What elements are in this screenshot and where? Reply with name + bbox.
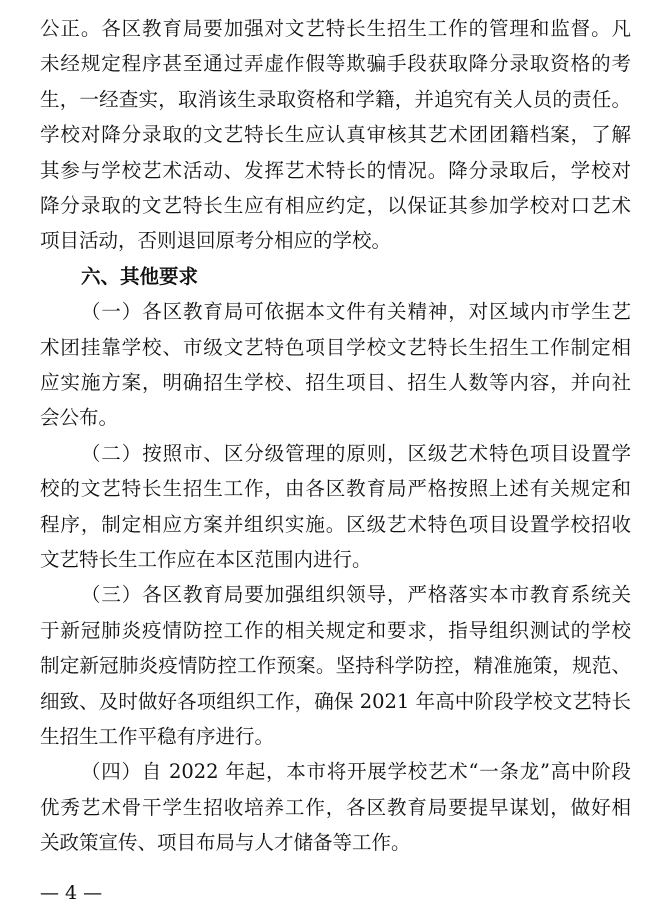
body-text-line: 降分录取的文艺特长生应有相应约定，以保证其参加学校对口艺术: [40, 194, 631, 217]
body-text-line: 关政策宣传、项目布局与人才储备等工作。: [40, 831, 411, 855]
body-text-line: 应实施方案，明确招生学校、招生项目、招生人数等内容，并向社: [40, 371, 631, 394]
body-text-line: 文艺特长生工作应在本区范围内进行。: [40, 548, 372, 571]
body-text-line: （一）各区教育局可依据本文件有关精神，对区域内市学生艺: [81, 300, 631, 324]
body-text-line: 于新冠肺炎疫情防控工作的相关规定和要求，指导组织测试的学校: [40, 618, 631, 642]
body-text-line: 优秀艺术骨干学生招收培养工作，各区教育局要提早谋划，做好相: [40, 795, 631, 819]
body-text-line: 未经规定程序甚至通过弄虚作假等欺骗手段获取降分录取资格的考: [40, 52, 631, 76]
page-number: — 4 —: [40, 882, 103, 904]
body-text-line: （二）按照市、区分级管理的原则，区级艺术特色项目设置学: [81, 441, 631, 465]
section-heading: 六、其他要求: [81, 264, 199, 288]
body-text-line: （四）自 2022 年起，本市将开展学校艺术“一条龙”高中阶段: [81, 760, 631, 784]
body-text-line: 项目活动，否则退回原考分相应的学校。: [40, 229, 392, 253]
body-text-line: 会公布。: [40, 406, 119, 430]
body-text-line: 校的文艺特长生招生工作，由各区教育局严格按照上述有关规定和: [40, 477, 631, 501]
body-text-line: 制定新冠肺炎疫情防控工作预案。坚持科学防控，精准施策，规范、: [40, 654, 631, 678]
body-text-line: 程序，制定相应方案并组织实施。区级艺术特色项目设置学校招收: [40, 512, 631, 536]
body-text-line: 其参与学校艺术活动、发挥艺术特长的情况。降分录取后，学校对: [40, 158, 631, 182]
body-text-line: 生，一经查实，取消该生录取资格和学籍，并追究有关人员的责任。: [40, 87, 631, 111]
body-text-line: 术团挂靠学校、市级文艺特色项目学校文艺特长生招生工作制定相: [40, 335, 631, 359]
body-text-line: 生招生工作平稳有序进行。: [40, 725, 275, 748]
body-text-line: 公正。各区教育局要加强对文艺特长生招生工作的管理和监督。凡: [40, 17, 631, 40]
body-text-line: 细致、及时做好各项组织工作，确保 2021 年高中阶段学校文艺特长: [40, 689, 631, 713]
body-text-line: （三）各区教育局要加强组织领导，严格落实本市教育系统关: [81, 583, 631, 607]
body-text-line: 学校对降分录取的文艺特长生应认真审核其艺术团团籍档案，了解: [40, 123, 631, 147]
